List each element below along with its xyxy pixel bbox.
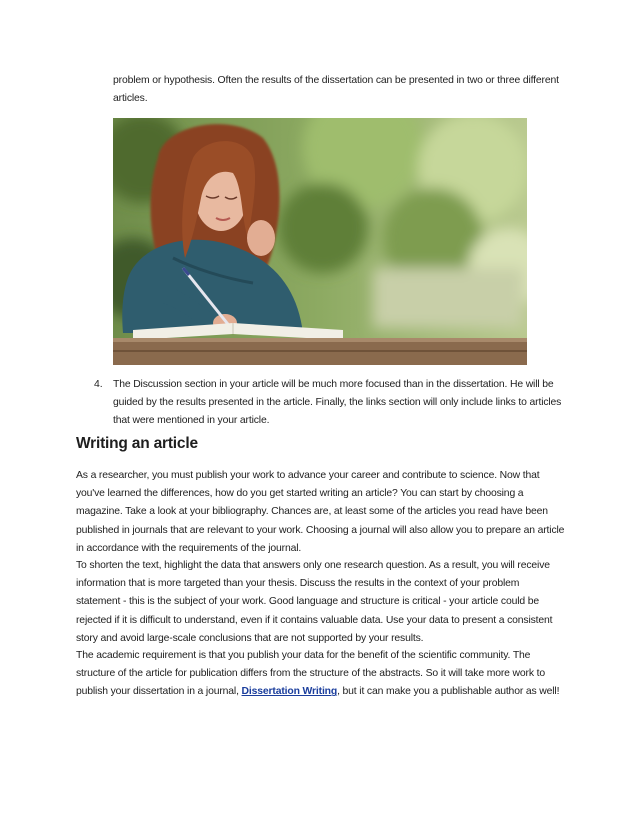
list-number: 4. — [94, 379, 103, 390]
paragraph-3-text-after: , but it can make you a publishable author as well! — [337, 686, 560, 698]
list-item-text: The Discussion section in your article will be much more focused than in the dissertation. He will be guided by the results presented in the article. Finally, the links section will only include links to articles that were mentioned in your article. — [113, 379, 562, 427]
section-heading: Writing an article — [76, 435, 198, 452]
student-writing-photo — [113, 118, 527, 365]
paragraph-3-text-before: The academic requirement is that you publish your data for the benefit of the scientific community. The structure of the article for publication differs from the structure of the abstracts. So it will take more work to publish your dissertation in a journal, — [76, 650, 545, 698]
paragraph-3 — [76, 647, 566, 702]
dissertation-writing-link[interactable]: Dissertation Writing — [241, 686, 338, 698]
paragraph-2: To shorten the text, highlight the data that answers only one research question. As a result, you will receive information that is more targeted than your thesis. Discuss the results in the context of your problem statement - this is the subject of your work. Good language and structure is critical - your article could be rejected if it is difficult to understand, even if it contains valuable data. Use your data to present a consistent story and avoid large-scale conclusions that are not supported by your results. — [76, 560, 553, 644]
intro-paragraph: problem or hypothesis. Often the results of the dissertation can be presented in two or three different articles. — [113, 75, 559, 105]
paragraph-1: As a researcher, you must publish your work to advance your career and contribute to science. Now that you've learned the differences, how do you get started writing an article? You can start by choosing a magazine. Take a look at your bibliography. Chances are, at least some of the articles you read have been published in journals that are relevant to your work. Choosing a journal will also allow you to prepare an article in accordance with the requirements of the journal. — [76, 470, 565, 554]
